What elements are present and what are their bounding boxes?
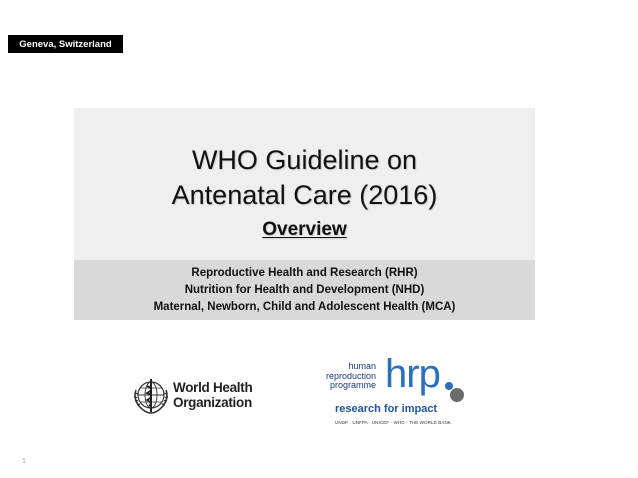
location-text: Geneva, Switzerland (19, 38, 112, 50)
department-rhr: Reproductive Health and Research (RHR) (191, 266, 418, 279)
location-tag (8, 35, 123, 53)
title-line-1: WHO Guideline on (191, 145, 418, 175)
title-panel (74, 108, 535, 260)
who-logo (131, 376, 261, 416)
department-nhd: Nutrition for Health and Development (NHD) (184, 283, 425, 296)
hrp-word-human: human (348, 361, 376, 371)
hrp-word-programme: programme (329, 380, 376, 390)
who-logo-text (173, 380, 252, 410)
hrp-logo-words (326, 362, 376, 391)
departments-panel (74, 260, 535, 320)
hrp-word-reproduction: reproduction (325, 370, 376, 381)
hrp-logo (325, 352, 468, 430)
subtitle: Overview (262, 219, 347, 240)
hrp-tagline: research for impact (335, 403, 438, 415)
who-logo-line-2: Organization (173, 395, 252, 410)
department-mca: Maternal, Newborn, Child and Adolescent Health (MCA) (153, 300, 456, 313)
who-logo-line-1: World Health (173, 380, 253, 395)
hrp-dot-large-icon (450, 388, 464, 402)
title-line-2: Antenatal Care (2016) (171, 180, 438, 210)
hrp-letters: hrp (385, 352, 440, 396)
who-emblem-icon (131, 376, 171, 416)
hrp-partners: UNDP · UNFPA · UNICEF · WHO · THE WORLD BANK (335, 420, 451, 425)
page-number: 1 (22, 458, 26, 465)
